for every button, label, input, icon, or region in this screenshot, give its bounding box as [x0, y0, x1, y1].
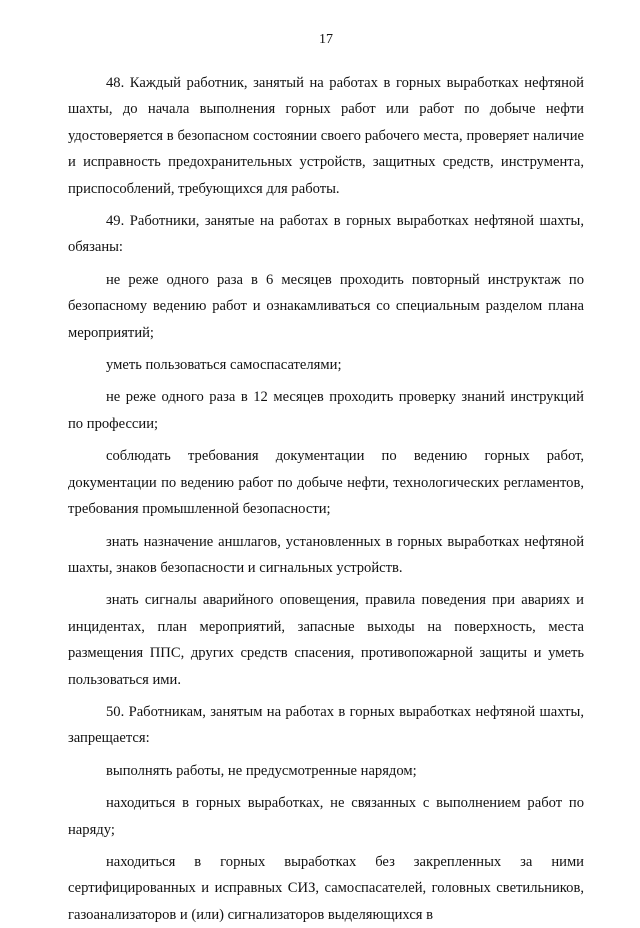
list-item: не реже одного раза в 12 месяцев проходить проверку знаний инструкций по профессии; — [68, 389, 584, 432]
document-body — [68, 70, 584, 928]
paragraph-50: 50. Работникам, занятым на работах в горных выработках нефтяной шахты, запрещается: — [68, 703, 584, 747]
list-item: выполнять работы, не предусмотренные нарядом; — [106, 762, 417, 779]
list-item: находиться в горных выработках без закрепленных за ними сертифицированных и исправных СИЗ, самоспасателей, головных светильников, газоанализаторов и (или) сигнализаторов выделяющихся в — [68, 853, 584, 923]
page-number: 17 — [319, 32, 333, 47]
list-item: не реже одного раза в 6 месяцев проходить повторный инструктаж по безопасному ведению работ и ознакамливаться со специальным разделом плана мероприятий; — [68, 271, 584, 341]
paragraph-49: 49. Работники, занятые на работах в горных выработках нефтяной шахты, обязаны: — [68, 213, 584, 256]
paragraph-48: 48. Каждый работник, занятый на работах в горных выработках нефтяной шахты, до начала выполнения горных работ или работ по добыче нефти удостоверяется в безопасном состоянии своего рабочего места, проверяет наличие и исправность предохранительных устройств, защитных средств, инструмента, приспособлений, требующихся для работы. — [68, 75, 584, 197]
list-item: знать сигналы аварийного оповещения, правила поведения при авариях и инцидентах, план мероприятий, запасные выходы на поверхность, места размещения ППС, других средств спасения, противопожарной защиты и уметь пользоваться ими. — [68, 592, 584, 688]
list-item: знать назначение аншлагов, установленных в горных выработках нефтяной шахты, знаков безопасности и сигнальных устройств. — [68, 533, 584, 576]
list-item: находиться в горных выработках, не связанных с выполнением работ по наряду; — [68, 795, 584, 838]
list-item: соблюдать требования документации по ведению горных работ, документации по ведению работ по добыче нефти, технологических регламентов, требования промышленной безопасности; — [68, 448, 584, 518]
list-item: уметь пользоваться самоспасателями; — [106, 357, 342, 374]
